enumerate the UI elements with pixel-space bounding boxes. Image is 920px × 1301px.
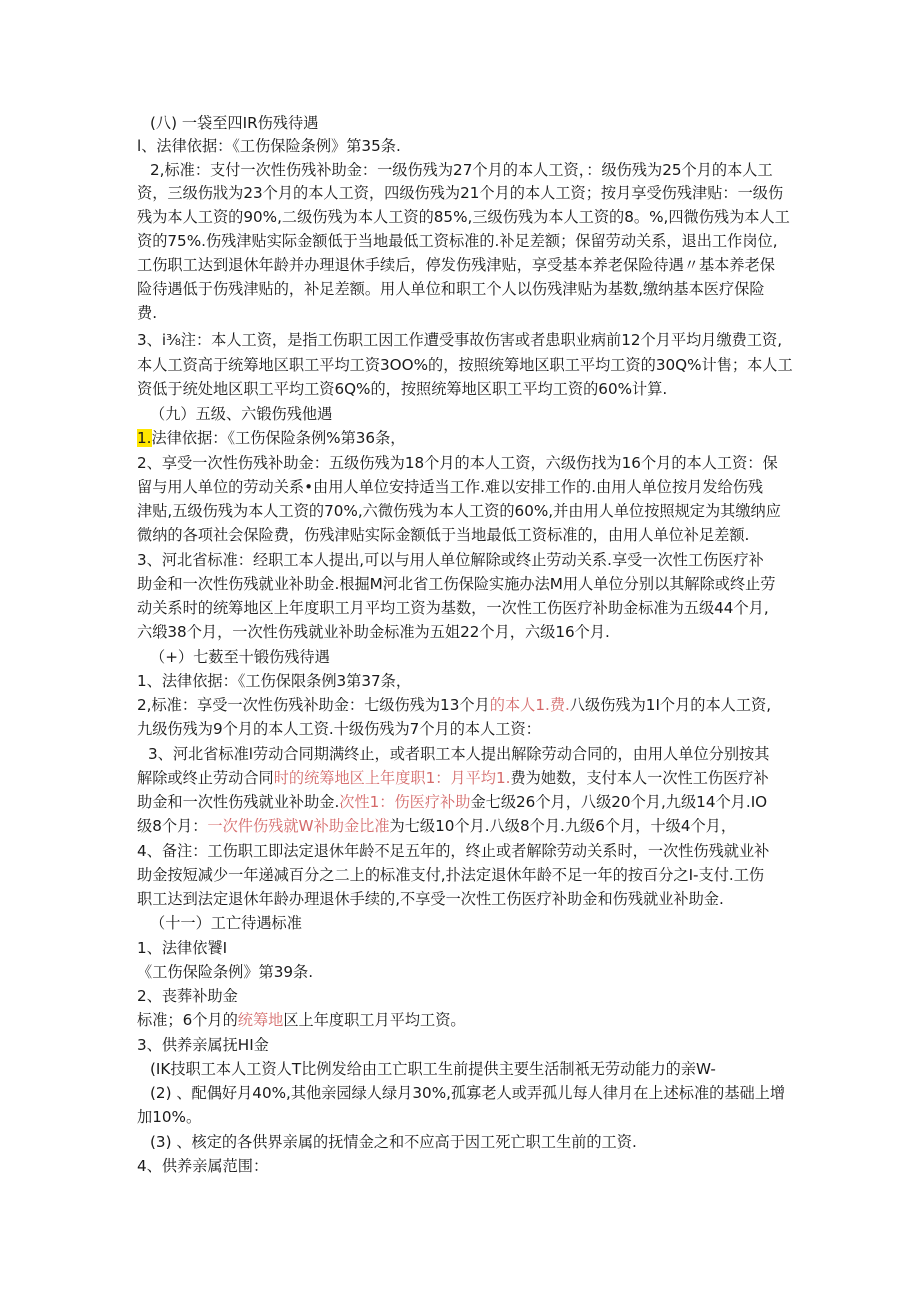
sec9-legal-basis: [137, 427, 405, 450]
text-run: 级8个月：: [137, 817, 208, 835]
section-8-heading: (八) 一袋至四IR伤残待遇: [150, 114, 319, 132]
sec11-dependents-pension: 3、供养亲属抚HI金: [137, 1036, 269, 1054]
sec8-note-line-2: 本人工资高于统筹地区职工平均工资3OO%的，按照统筹地区职工平均工资的30Q%计售；本人工: [137, 356, 793, 374]
text-run-faded: 一次件伤残就W补助金比准: [207, 817, 390, 835]
text-run: 助金和一次性伤残就业补助金.: [137, 793, 340, 811]
sec9-benefit-line-4: 微纳的各项社会保险费，伤残津贴实际金额低于当地最低工资标准的，由用人单位补足差额.: [137, 526, 750, 544]
sec10-note-line-3: 职工达到法定退休年龄办理退休手续的,不享受一次性工伤医疗补助金和伤残就业补助金.: [137, 890, 724, 908]
section-10-heading: （+）七薮至十锻伤残待遇: [150, 648, 330, 666]
sec11-item-3: (3) 、核定的各供界亲属的抚情金之和不应高于因工死亡职工生前的工资.: [150, 1133, 637, 1151]
sec8-note-line-3: 资低于统处地区职工平均工资6Q%的，按照统筹地区职工平均工资的60%计算.: [137, 380, 668, 398]
text-run: 为七级10个月.八级8个月.九级6个月，十级4个月，: [389, 817, 737, 835]
sec8-standard-line-3: 残为本人工资的90%,二级伤残为本人工资的85%,三级伤残为本人工资的8。%,四微伤残为本人工: [137, 208, 790, 226]
sec10-standard-line-2: 九级伤残为9个月的本人工资.十级伤残为7个月的本人工资：: [137, 720, 541, 738]
text-run-faded: 的本人1.费.: [489, 696, 570, 714]
sec10-note-line-1: 4、备注：工伤职工即法定退休年龄不足五年的，终止或者解除劳动关系时，一次性伤残就业补: [137, 842, 770, 860]
text-run: 八级伤残为1I个月的本人工资,: [569, 696, 772, 714]
sec11-item-1: (IK技职工本人工资人T比例发给由工亡职工生前提供主要生活制衹无劳动能力的亲W-: [150, 1060, 716, 1078]
sec10-hebei-line-3: [137, 791, 767, 814]
sec11-funeral-subsidy: 2、丧葬补助金: [137, 987, 238, 1005]
text-run: 费为她数，支付本人一次性工伤医疗补: [510, 769, 769, 787]
sec8-legal-basis: l、法律依据：《工伤保险条例》第35条.: [137, 137, 401, 155]
sec8-standard-line-1: 2,标准：支付一次性伤残补助金：一级伤残为27个月的本人工资，：级伤残为25个月的本人工: [150, 161, 773, 179]
sec8-note-line-1: 3、i⅜注：本人工资，是指工伤职工因工作遭受事故伤害或者患职业病前12个月平均月缴费工资,: [137, 331, 783, 349]
text-run: 金七级26个月，八级20个月,九级14个月.IO: [470, 793, 768, 811]
text-run-faded: 次性1：伤医疗补助: [339, 793, 471, 811]
text-run-faded: 时的统筹地区上年度职1：月平均1.: [273, 769, 511, 787]
sec11-regulation-ref: 《工伤保险条例》第39条.: [137, 963, 314, 981]
sec10-note-line-2: 助金按短减少一年递减百分之二上的标准支付,扑法定退休年龄不足一年的按百分之I-支付.工伤: [137, 866, 765, 884]
sec8-standard-line-6: 险待遇低于伤残津贴的，补足差额。用人单位和职工个人以伤残津贴为基数,缴纳基本医疗保险: [137, 280, 765, 298]
sec11-item-2-line-1: (2) 、配偶好月40%,其他亲园绿人绿月30%,孤寡老人或弄孤儿每人律月在上述标准的基础上增: [150, 1084, 786, 1102]
sec8-standard-line-4: 资的75%.伤残津贴实际金额低于当地最低工资标准的.补足差额；保留劳动关系，退出工作岗位,: [137, 232, 778, 250]
sec9-benefit-line-1: 2、享受一次性伤残补助金：五级伤残为18个月的本人工资，六级伤找为16个月的本人工资：保: [137, 454, 778, 472]
sec10-hebei-line-2: [137, 767, 769, 790]
text-run: 标准；6个月的: [137, 1011, 238, 1029]
section-9-heading: （九）五级、六锻伤残他遇: [150, 405, 333, 423]
sec10-hebei-line-1: 3、河北省标准l劳动合同期满终止，或者职工本人提出解除劳动合同的，由用人单位分别按其: [148, 745, 770, 763]
highlighted-number: 1.: [137, 429, 152, 447]
sec10-hebei-line-4: [137, 815, 736, 838]
section-11-heading: （十一）工亡待遇标准: [150, 914, 302, 932]
sec10-standard-line-1: [137, 694, 771, 717]
sec10-legal-basis: 1、法律依据：《工伤保限条例3第37条，: [137, 672, 412, 690]
sec11-dependents-scope: 4、供养亲属范围：: [137, 1157, 269, 1175]
text-run: 2,标准：享受一次性伤残补助金：七级伤残为13个月: [137, 696, 490, 714]
sec11-item-2-line-2: 加10%。: [137, 1108, 202, 1126]
sec9-hebei-line-1: 3、河北省标准：经职工本人提出,可以与用人单位解除或终止劳动关系.享受一次性工伤医疗补: [137, 551, 764, 569]
sec9-benefit-line-3: 津贴,五级伤残为本人工资的70%,六微伤残为本人工资的60%,并由用人单位按照规定为其缴纳应: [137, 502, 781, 520]
sec8-standard-line-7: 费.: [137, 304, 158, 322]
sec9-hebei-line-4: 六缎38个月，一次性伤残就业补助金标准为五姐22个月，六级16个月.: [137, 623, 610, 641]
sec9-hebei-line-2: 助金和一次性伤残就业补助金.根掘M河北省工伤保险实施办法M用人单位分别以其解除或终止劳: [137, 575, 776, 593]
sec11-funeral-standard: [137, 1009, 466, 1032]
text-run-faded: 统筹地: [237, 1011, 284, 1029]
sec9-benefit-line-2: 留与用人单位的劳动关系•由用人单位安持适当工作.难以安排工作的.由用人单位按月发给伤残: [137, 478, 764, 496]
text-run: 区上年度职工月平均工资。: [283, 1011, 466, 1029]
sec9-legal-basis-text: 法律依据：《工伤保险条例%第36条，: [151, 429, 406, 447]
sec8-standard-line-5: 工伤职工达到退休年龄并办理退休手续后，停发伤残津贴，享受基本养老保险待遇〃基本养老保: [137, 256, 775, 274]
text-run: 解除或终止劳动合同: [137, 769, 274, 787]
sec9-hebei-line-3: 动关系时的统筹地区上年度职工月平均工资为基数，一次性工伤医疗补助金标准为五级44个月,: [137, 599, 769, 617]
sec11-legal-basis: 1、法律依饕I: [137, 939, 228, 957]
sec8-standard-line-2: 资，三级伤戕为23个月的本人工资，四级伤残为21个月的本人工资；按月享受伤残津贴：一级伤: [137, 184, 784, 202]
